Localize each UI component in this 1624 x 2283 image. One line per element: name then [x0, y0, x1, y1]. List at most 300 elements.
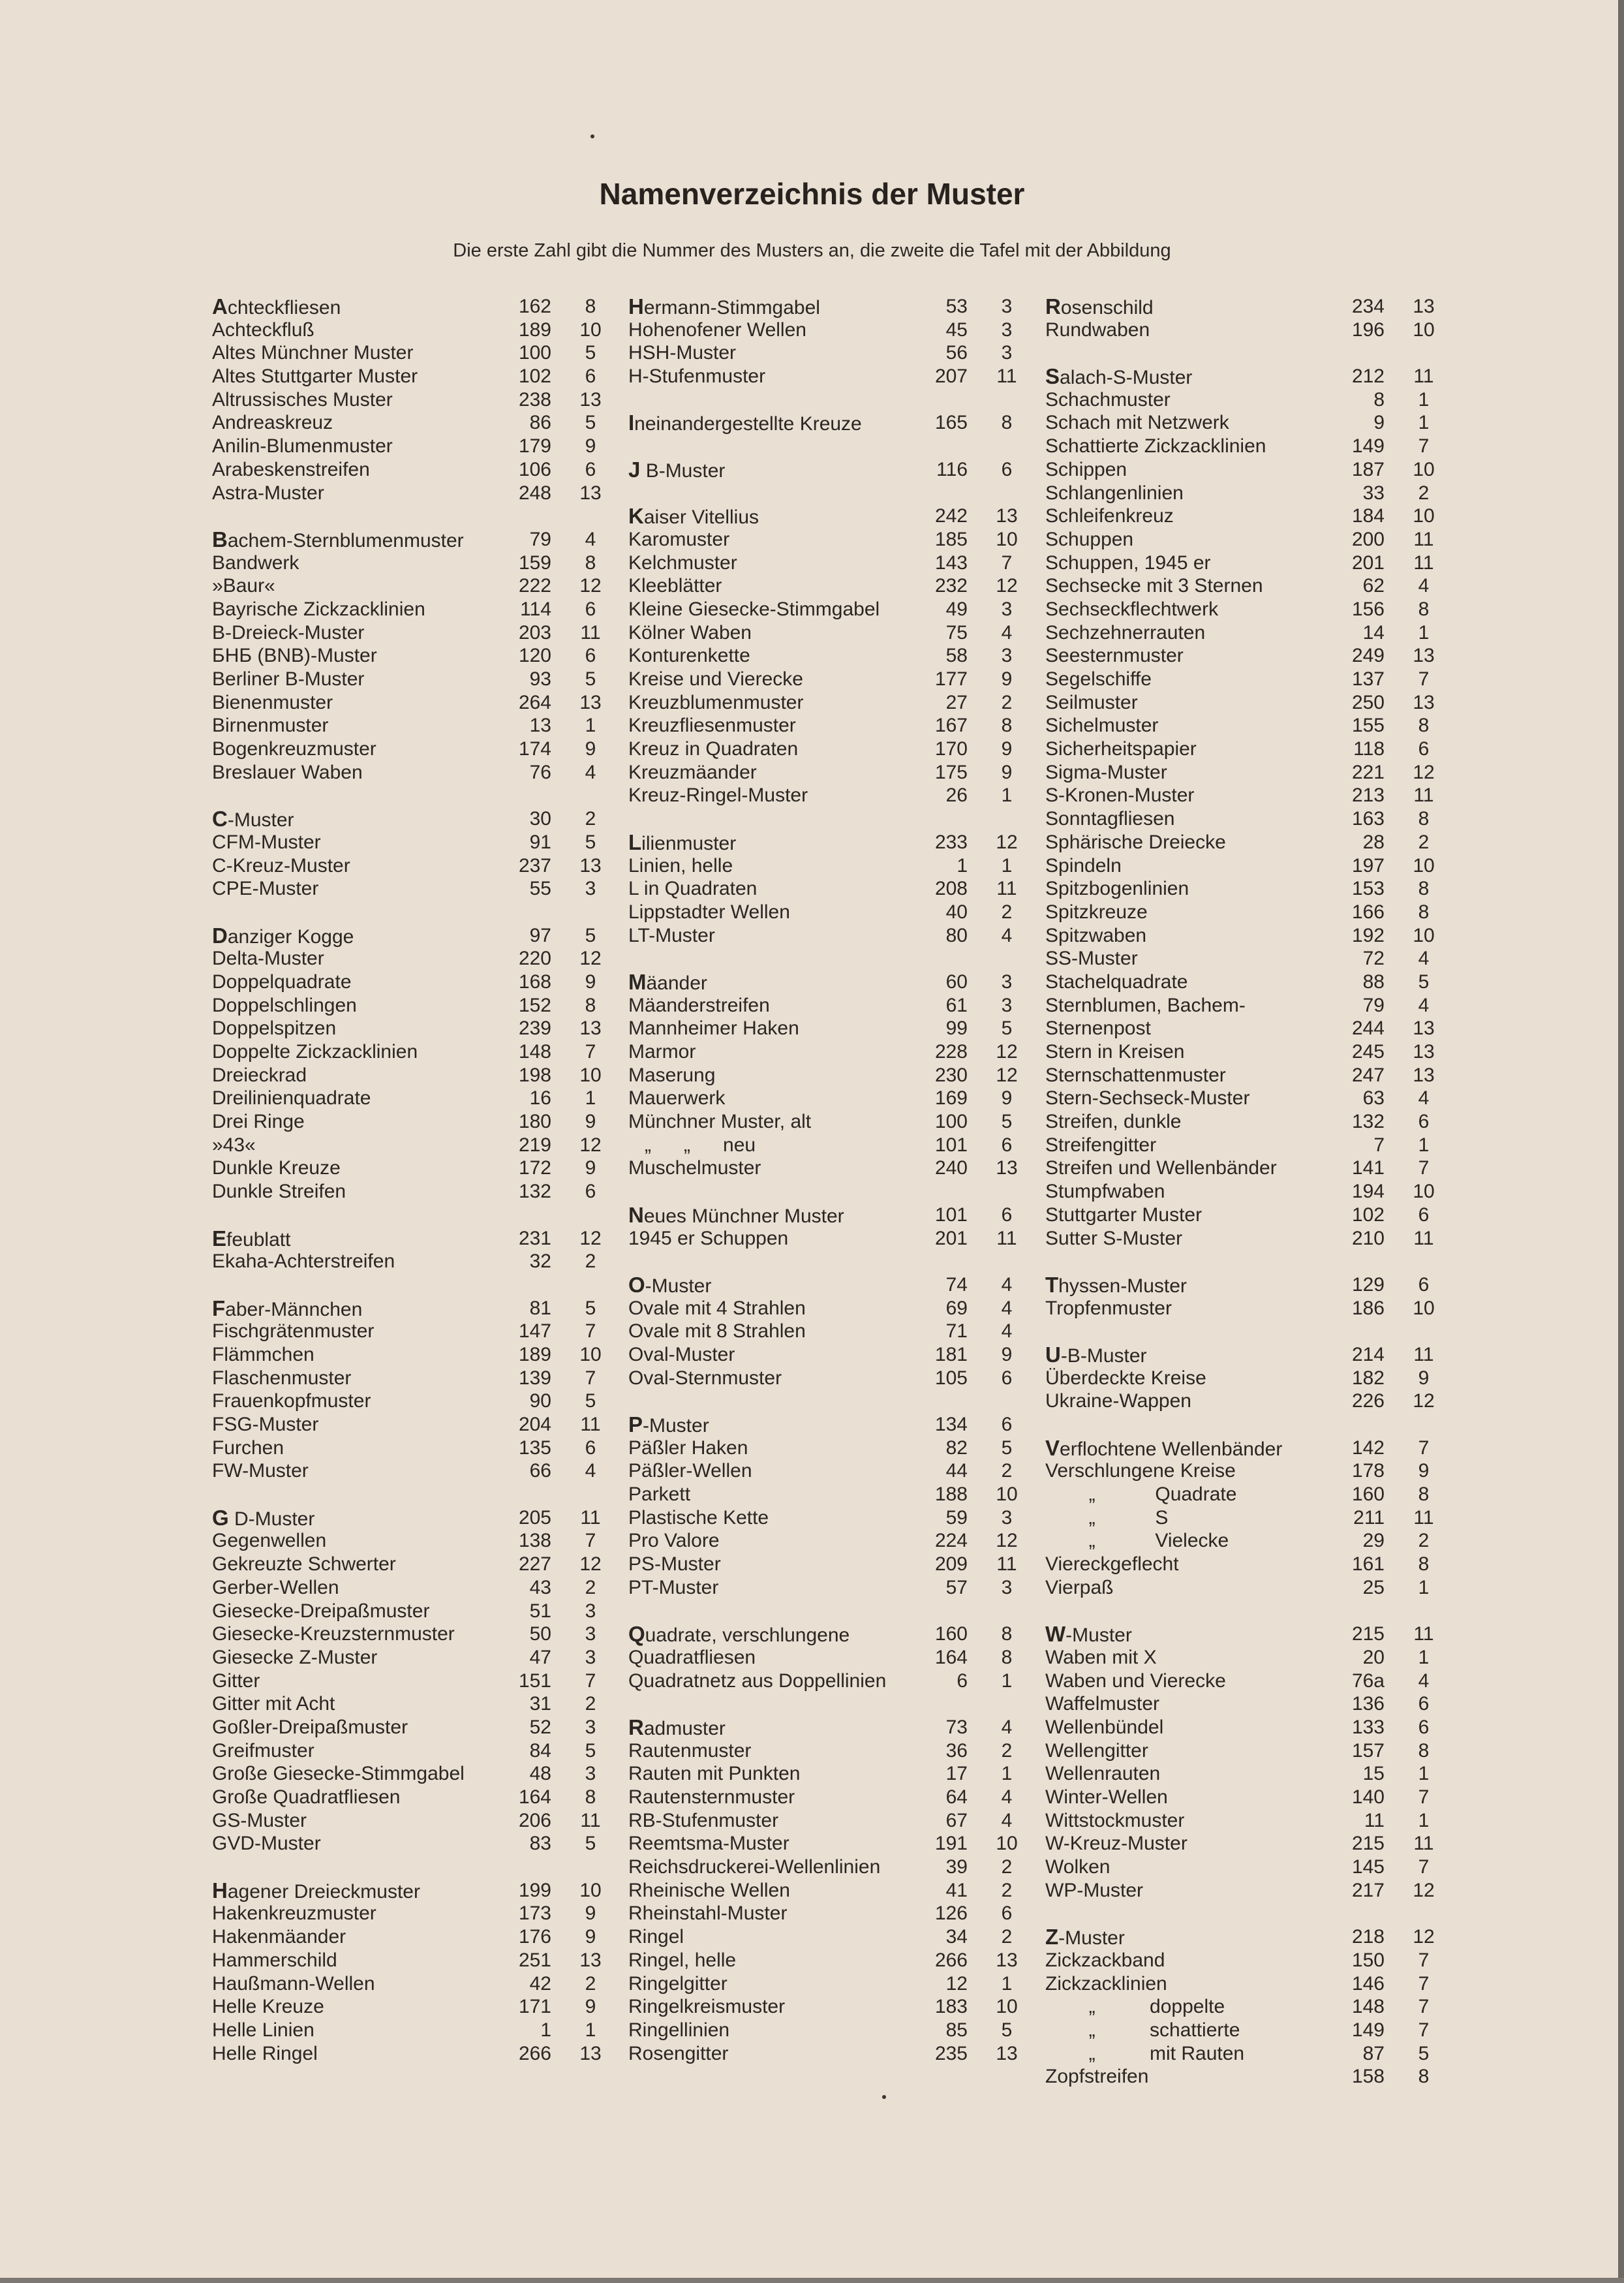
plate-number: 10 — [996, 1996, 1018, 2018]
plate-number: 12 — [1413, 1390, 1435, 1412]
pattern-name: Spitzkreuze — [1045, 901, 1148, 923]
pattern-number: 118 — [1353, 738, 1385, 760]
pattern-name: Päßler-Wellen — [628, 1460, 752, 1482]
index-entry — [1045, 1459, 1606, 1483]
plate-number: 13 — [579, 854, 602, 877]
pattern-number: 214 — [1351, 1343, 1385, 1365]
pattern-name: Schlangenlinien — [1045, 482, 1184, 504]
plate-number: 9 — [585, 1996, 596, 2018]
pattern-name: WP-Muster — [1045, 1879, 1143, 1901]
pattern-name: „ S — [1045, 1506, 1169, 1529]
plate-number: 13 — [1413, 1041, 1435, 1063]
plate-number: 9 — [585, 1157, 596, 1179]
plate-number: 8 — [1001, 715, 1013, 737]
pattern-number: 181 — [934, 1343, 968, 1365]
plate-number: 11 — [580, 621, 601, 644]
plate-number: 3 — [1001, 971, 1013, 993]
pattern-number: 189 — [518, 1343, 551, 1365]
pattern-name: Zickzackband — [1045, 1949, 1165, 1971]
pattern-number: 114 — [520, 598, 551, 620]
pattern-name: „ doppelte — [1045, 1996, 1225, 2018]
pattern-name: Kaiser Vitellius — [628, 504, 759, 529]
index-entry — [1045, 1716, 1606, 1739]
pattern-name: Sichelmuster — [1045, 715, 1159, 737]
plate-number: 2 — [1001, 1926, 1013, 1948]
pattern-number: 29 — [1362, 1530, 1385, 1552]
pattern-name: Giesecke-Dreipaßmuster — [212, 1600, 430, 1622]
plate-number: 6 — [1001, 1134, 1013, 1156]
pattern-name: Hagener Dreieckmuster — [212, 1878, 420, 1902]
pattern-number: 215 — [1351, 1833, 1385, 1855]
pattern-name: PT-Muster — [628, 1576, 719, 1598]
plate-number: 8 — [585, 551, 596, 574]
pattern-number: 211 — [1353, 1506, 1385, 1529]
pattern-number: 191 — [934, 1833, 968, 1855]
plate-number: 9 — [585, 971, 596, 993]
index-entry — [1045, 1692, 1606, 1716]
pattern-name: Arabeskenstreifen — [212, 458, 370, 480]
pattern-number: 218 — [1351, 1926, 1385, 1948]
pattern-name: LT-Muster — [628, 924, 715, 946]
plate-number: 11 — [580, 1414, 601, 1435]
plate-number: 10 — [996, 528, 1018, 550]
pattern-number: 61 — [945, 994, 968, 1016]
page-subtitle: Die erste Zahl gibt die Nummer des Musters an, die zweite die Tafel mit der Abbildung — [453, 240, 1171, 261]
pattern-number: 231 — [518, 1227, 551, 1249]
index-entry — [1045, 1134, 1606, 1157]
index-entry — [1045, 1343, 1606, 1367]
plate-number: 4 — [1418, 575, 1430, 597]
pattern-name: Lippstadter Wellen — [628, 901, 790, 923]
plate-number: 5 — [1418, 2042, 1430, 2064]
index-entry — [1045, 644, 1606, 668]
pattern-name: Waben und Vierecke — [1045, 1670, 1226, 1692]
pattern-name: „ Quadrate — [1045, 1483, 1237, 1506]
pattern-name: Ekaha-Achterstreifen — [212, 1250, 395, 1273]
pattern-number: 13 — [529, 715, 551, 737]
plate-number: 1 — [1001, 1763, 1013, 1785]
plate-number: 1 — [1418, 1646, 1430, 1668]
pattern-name: Dreilinienquadrate — [212, 1087, 371, 1110]
index-entry — [1045, 924, 1606, 948]
pattern-name: Münchner Muster, alt — [628, 1111, 812, 1133]
pattern-number: 33 — [1362, 482, 1385, 504]
pattern-name: FSG-Muster — [212, 1414, 319, 1435]
pattern-number: 140 — [1351, 1786, 1385, 1808]
pattern-number: 51 — [529, 1600, 551, 1622]
pattern-number: 224 — [934, 1530, 968, 1552]
pattern-number: 30 — [529, 808, 551, 830]
plate-number: 9 — [1001, 761, 1013, 783]
plate-number: 11 — [996, 1227, 1017, 1249]
pattern-number: 169 — [934, 1087, 968, 1110]
plate-number: 3 — [1001, 296, 1013, 317]
plate-number: 7 — [1418, 1437, 1430, 1459]
index-entry — [1045, 1995, 1606, 2019]
plate-number: 5 — [585, 1739, 596, 1762]
pattern-number: 228 — [934, 1041, 968, 1063]
pattern-number: 264 — [518, 691, 551, 713]
plate-number: 6 — [585, 1437, 596, 1459]
pattern-number: 175 — [934, 761, 968, 783]
pattern-number: 186 — [1351, 1297, 1385, 1319]
pattern-number: 75 — [945, 621, 968, 644]
pattern-number: 203 — [518, 621, 551, 644]
plate-number: 7 — [1418, 435, 1430, 458]
pattern-name: Sechseckflechtwerk — [1045, 598, 1219, 620]
pattern-number: 36 — [945, 1739, 968, 1762]
plate-number: 1 — [1418, 1763, 1430, 1785]
pattern-name: Ringel — [628, 1926, 684, 1948]
index-entry — [1045, 1437, 1606, 1460]
pattern-number: 16 — [529, 1087, 551, 1110]
pattern-name: Achteckfliesen — [212, 294, 341, 318]
plate-number: 13 — [579, 691, 602, 713]
plate-number: 6 — [1418, 1716, 1430, 1738]
index-entry — [1045, 2065, 1606, 2089]
pattern-number: 220 — [518, 948, 551, 970]
pattern-number: 230 — [934, 1064, 968, 1086]
pattern-number: 79 — [529, 528, 551, 550]
plate-number: 3 — [1001, 645, 1013, 667]
plate-number: 3 — [585, 1646, 596, 1668]
pattern-name: Gerber-Wellen — [212, 1576, 339, 1598]
index-entry — [1045, 1064, 1606, 1087]
pattern-number: 102 — [518, 365, 551, 388]
plate-number: 6 — [585, 365, 596, 388]
pattern-name: Tropfenmuster — [1045, 1297, 1172, 1319]
plate-number: 13 — [996, 1949, 1018, 1971]
plate-number: 11 — [1413, 1227, 1434, 1249]
pattern-number: 160 — [934, 1623, 968, 1645]
pattern-name: Rosengitter — [628, 2042, 729, 2064]
plate-number: 7 — [1418, 1157, 1430, 1179]
pattern-number: 163 — [1351, 808, 1385, 830]
pattern-name: Seilmuster — [1045, 691, 1138, 713]
pattern-number: 76 — [529, 761, 551, 783]
plate-number: 13 — [579, 482, 602, 504]
pattern-name: P-Muster — [628, 1412, 709, 1437]
pattern-number: 171 — [518, 1996, 551, 2018]
index-entry — [1045, 691, 1606, 715]
pattern-number: 165 — [934, 412, 968, 434]
plate-number: 5 — [1418, 971, 1430, 993]
pattern-number: 50 — [529, 1623, 551, 1645]
pattern-name: H-Stufenmuster — [628, 365, 766, 388]
pattern-number: 233 — [934, 831, 968, 853]
plate-number: 2 — [1001, 1856, 1013, 1878]
index-entry — [1045, 411, 1606, 435]
pattern-name: Parkett — [628, 1483, 691, 1506]
plate-number: 12 — [579, 1134, 602, 1156]
pattern-name: PS-Muster — [628, 1553, 721, 1576]
plate-number: 4 — [1001, 1716, 1013, 1738]
pattern-number: 192 — [1351, 924, 1385, 946]
pattern-number: 222 — [518, 575, 551, 597]
pattern-name: »43« — [212, 1134, 256, 1156]
pattern-name: Ovale mit 8 Strahlen — [628, 1320, 806, 1343]
plate-number: 10 — [579, 318, 602, 341]
pattern-number: 238 — [518, 388, 551, 411]
plate-number: 13 — [1413, 1064, 1435, 1086]
plate-number: 6 — [585, 458, 596, 480]
plate-number: 9 — [585, 738, 596, 760]
plate-number: 7 — [585, 1670, 596, 1692]
index-entry — [1045, 528, 1606, 551]
pattern-name: Wellengitter — [1045, 1739, 1148, 1762]
pattern-number: 146 — [1351, 1972, 1385, 1995]
plate-number: 12 — [579, 1553, 602, 1576]
pattern-number: 152 — [518, 994, 551, 1016]
plate-number: 12 — [996, 1530, 1018, 1552]
pattern-name: Hakenkreuzmuster — [212, 1902, 376, 1925]
pattern-name: Kreuzblumenmuster — [628, 691, 804, 713]
pattern-name: B-Dreieck-Muster — [212, 621, 365, 644]
plate-number: 7 — [585, 1320, 596, 1343]
plate-number: 4 — [1418, 1087, 1430, 1110]
index-entry — [1045, 901, 1606, 924]
pattern-number: 149 — [1351, 435, 1385, 458]
pattern-name: CPE-Muster — [212, 878, 319, 900]
plate-number: 12 — [1413, 1879, 1435, 1901]
print-speck — [590, 134, 594, 138]
pattern-name: Muschelmuster — [628, 1157, 761, 1179]
pattern-name: Streifen und Wellenbänder — [1045, 1157, 1277, 1179]
pattern-name: RB-Stufenmuster — [628, 1809, 779, 1831]
index-entry — [1045, 1856, 1606, 1879]
pattern-number: 133 — [1351, 1716, 1385, 1738]
plate-number: 2 — [1001, 1460, 1013, 1482]
pattern-name: Ringelgitter — [628, 1972, 728, 1995]
pattern-number: 189 — [518, 318, 551, 341]
pattern-number: 209 — [934, 1553, 968, 1576]
plate-number: 5 — [1001, 1437, 1013, 1459]
pattern-name: Oval-Sternmuster — [628, 1367, 782, 1389]
pattern-name: Quadrate, verschlungene — [628, 1622, 850, 1647]
pattern-name: Gegenwellen — [212, 1530, 327, 1552]
pattern-number: 219 — [518, 1134, 551, 1156]
pattern-name: Spitzbogenlinien — [1045, 878, 1189, 900]
plate-number: 1 — [1418, 1134, 1430, 1156]
index-column-3 — [1045, 295, 1606, 2089]
pattern-name: Giesecke Z-Muster — [212, 1646, 378, 1668]
plate-number: 2 — [1001, 1879, 1013, 1901]
scan-bottom-edge — [0, 2278, 1624, 2283]
pattern-name: Schuppen — [1045, 528, 1134, 550]
pattern-name: Kreise und Vierecke — [628, 668, 803, 690]
plate-number: 3 — [585, 1623, 596, 1645]
plate-number: 7 — [585, 1530, 596, 1552]
plate-number: 12 — [996, 831, 1018, 853]
pattern-name: Danziger Kogge — [212, 923, 354, 948]
pattern-number: 185 — [934, 528, 968, 550]
pattern-number: 69 — [945, 1297, 968, 1319]
pattern-name: Seesternmuster — [1045, 645, 1184, 667]
pattern-name: Sechzehnerrauten — [1045, 621, 1206, 644]
pattern-name: »Baur« — [212, 575, 275, 597]
index-entry — [1045, 1040, 1606, 1064]
pattern-number: 156 — [1351, 598, 1385, 620]
pattern-number: 129 — [1351, 1273, 1385, 1296]
pattern-name: Wittstockmuster — [1045, 1809, 1185, 1831]
pattern-name: Sternschattenmuster — [1045, 1064, 1226, 1086]
plate-number: 5 — [585, 1297, 596, 1319]
index-entry — [1045, 1297, 1606, 1320]
pattern-number: 53 — [945, 296, 968, 317]
pattern-number: 41 — [945, 1879, 968, 1901]
plate-number: 1 — [1001, 854, 1013, 877]
index-entry — [1045, 947, 1606, 971]
plate-number: 10 — [1413, 854, 1435, 877]
plate-number: 10 — [1413, 1181, 1435, 1203]
plate-number: 1 — [1418, 388, 1430, 411]
pattern-name: Wolken — [1045, 1856, 1111, 1878]
pattern-name: Sicherheitspapier — [1045, 738, 1197, 760]
pattern-name: Haußmann-Wellen — [212, 1972, 375, 1995]
plate-number: 4 — [1418, 994, 1430, 1016]
pattern-number: 56 — [945, 342, 968, 364]
pattern-number: 81 — [529, 1297, 551, 1319]
pattern-number: 174 — [518, 738, 551, 760]
pattern-name: Segelschiffe — [1045, 668, 1152, 690]
pattern-number: 179 — [518, 435, 551, 458]
plate-number: 2 — [1001, 1739, 1013, 1762]
plate-number: 11 — [580, 1809, 601, 1831]
pattern-name: Hakenmäander — [212, 1926, 346, 1948]
plate-number: 10 — [579, 1879, 602, 1901]
pattern-name: Dreieckrad — [212, 1064, 307, 1086]
pattern-name: Efeublatt — [212, 1226, 291, 1250]
plate-number: 3 — [1001, 342, 1013, 364]
plate-number: 7 — [1418, 1996, 1430, 2018]
pattern-name: Kölner Waben — [628, 621, 752, 644]
pattern-number: 93 — [529, 668, 551, 690]
plate-number: 13 — [996, 1157, 1018, 1179]
plate-number: 9 — [1001, 1343, 1013, 1365]
pattern-name: „ schattierte — [1045, 2019, 1240, 2041]
plate-number: 2 — [1001, 691, 1013, 713]
pattern-name: S-Kronen-Muster — [1045, 784, 1195, 807]
pattern-number: 183 — [934, 1996, 968, 2018]
pattern-name: Mauerwerk — [628, 1087, 726, 1110]
plate-number: 13 — [1413, 296, 1435, 317]
pattern-name: Rheinische Wellen — [628, 1879, 790, 1901]
pattern-number: 199 — [518, 1879, 551, 1901]
section-gap — [1045, 1250, 1606, 1273]
pattern-number: 177 — [934, 668, 968, 690]
pattern-name: Frauenkopfmuster — [212, 1390, 371, 1412]
plate-number: 6 — [585, 1181, 596, 1203]
pattern-number: 168 — [518, 971, 551, 993]
index-entry — [1045, 2042, 1606, 2066]
pattern-number: 212 — [1351, 365, 1385, 388]
pattern-number: 72 — [1362, 948, 1385, 970]
pattern-name: Z-Muster — [1045, 1925, 1125, 1949]
plate-number: 7 — [1418, 1786, 1430, 1808]
pattern-name: Überdeckte Kreise — [1045, 1367, 1206, 1389]
pattern-name: Flaschenmuster — [212, 1367, 352, 1389]
pattern-name: FW-Muster — [212, 1460, 309, 1482]
plate-number: 3 — [585, 1600, 596, 1622]
plate-number: 13 — [579, 1949, 602, 1971]
pattern-name: Gekreuzte Schwerter — [212, 1553, 396, 1576]
pattern-number: 201 — [934, 1227, 968, 1249]
pattern-number: 151 — [518, 1670, 551, 1692]
pattern-name: 1945 er Schuppen — [628, 1227, 789, 1249]
pattern-number: 235 — [934, 2042, 968, 2064]
index-entry — [1045, 668, 1606, 691]
pattern-number: 148 — [518, 1041, 551, 1063]
plate-number: 4 — [1001, 1786, 1013, 1808]
plate-number: 8 — [1001, 412, 1013, 434]
pattern-name: Thyssen-Muster — [1045, 1272, 1187, 1297]
pattern-number: 105 — [934, 1367, 968, 1389]
pattern-number: 134 — [934, 1414, 968, 1435]
pattern-name: Rautenmuster — [628, 1739, 752, 1762]
pattern-number: 159 — [518, 551, 551, 574]
plate-number: 8 — [1001, 1623, 1013, 1645]
pattern-number: 162 — [518, 296, 551, 317]
index-entry — [1045, 318, 1606, 342]
pattern-name: Rautensternmuster — [628, 1786, 795, 1808]
plate-number: 6 — [1001, 1414, 1013, 1435]
section-gap — [1045, 1320, 1606, 1343]
pattern-number: 188 — [934, 1483, 968, 1506]
pattern-name: W-Muster — [1045, 1622, 1132, 1647]
pattern-name: SS-Muster — [1045, 948, 1138, 970]
plate-number: 11 — [580, 1506, 601, 1529]
pattern-name: Gitter — [212, 1670, 260, 1692]
plate-number: 4 — [1418, 948, 1430, 970]
pattern-number: 15 — [1362, 1763, 1385, 1785]
pattern-name: Delta-Muster — [212, 948, 324, 970]
pattern-name: Ringellinien — [628, 2019, 730, 2041]
pattern-number: 242 — [934, 505, 968, 527]
plate-number: 7 — [1001, 551, 1013, 574]
plate-number: 11 — [1413, 784, 1434, 807]
pattern-name: „ „ neu — [628, 1134, 756, 1156]
pattern-name: Hohenofener Wellen — [628, 318, 806, 341]
plate-number: 11 — [1413, 528, 1434, 550]
plate-number: 12 — [579, 1227, 602, 1249]
plate-number: 8 — [1418, 2066, 1430, 2088]
index-entry — [1045, 1180, 1606, 1204]
plate-number: 1 — [1418, 1809, 1430, 1831]
pattern-name: L in Quadraten — [628, 878, 758, 900]
plate-number: 2 — [1418, 831, 1430, 853]
pattern-name: Verschlungene Kreise — [1045, 1460, 1236, 1482]
pattern-number: 138 — [518, 1530, 551, 1552]
plate-number: 7 — [1418, 1856, 1430, 1878]
index-entry — [1045, 388, 1606, 412]
plate-number: 13 — [1413, 691, 1435, 713]
plate-number: 10 — [579, 1343, 602, 1365]
index-entry — [1045, 1623, 1606, 1646]
pattern-number: 147 — [518, 1320, 551, 1343]
pattern-number: 97 — [529, 924, 551, 946]
pattern-number: 158 — [1351, 2066, 1385, 2088]
pattern-name: GS-Muster — [212, 1809, 307, 1831]
pattern-number: 91 — [529, 831, 551, 853]
pattern-number: 184 — [1351, 505, 1385, 527]
pattern-number: 205 — [518, 1506, 551, 1529]
plate-number: 6 — [1418, 738, 1430, 760]
pattern-number: 83 — [529, 1833, 551, 1855]
pattern-number: 227 — [518, 1553, 551, 1576]
pattern-number: 49 — [945, 598, 968, 620]
pattern-number: 80 — [945, 924, 968, 946]
pattern-number: 248 — [518, 482, 551, 504]
